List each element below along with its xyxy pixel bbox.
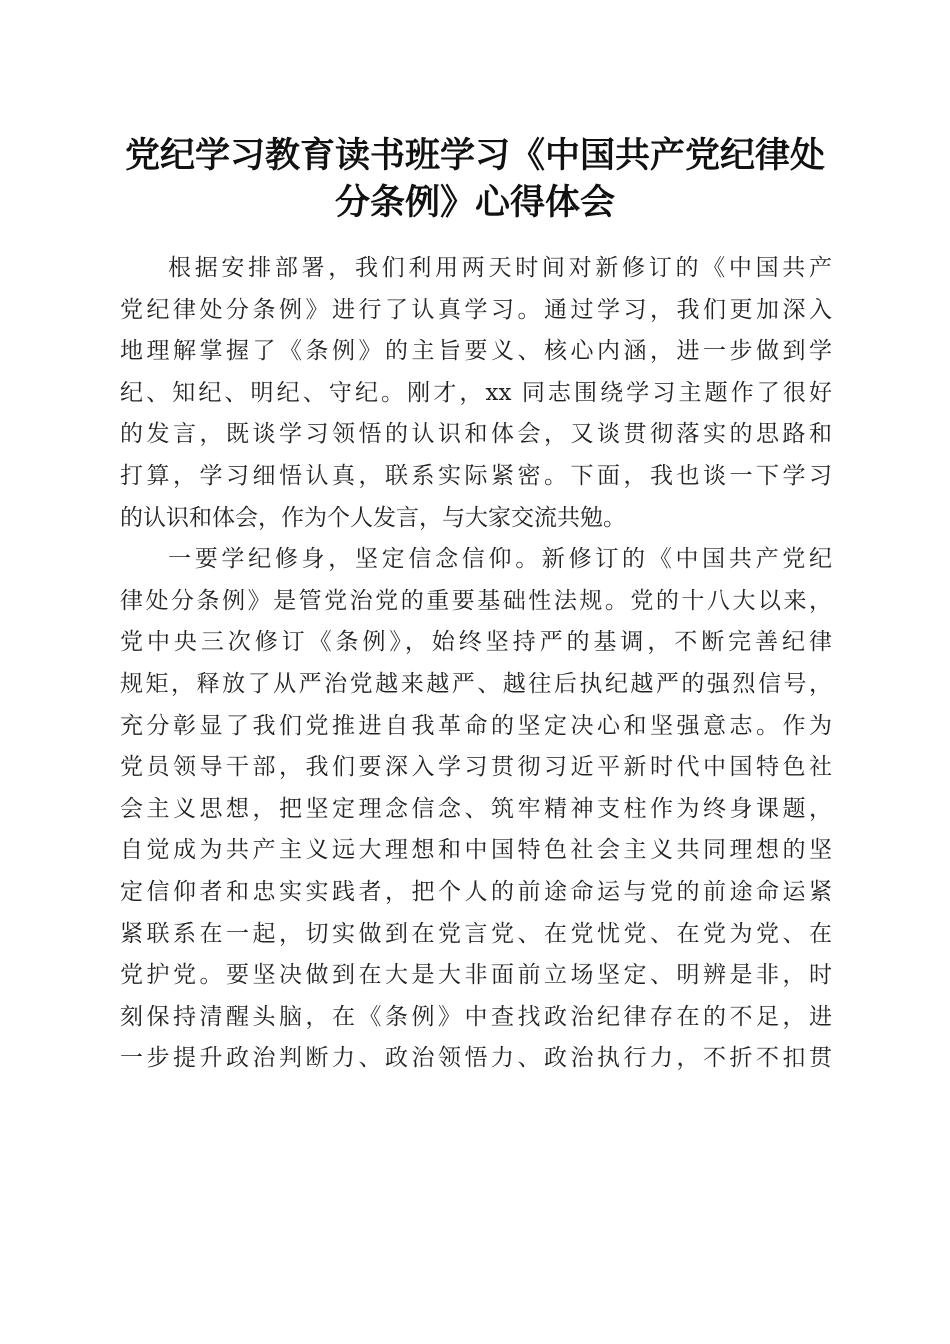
text-line: 律处分条例》是管党治党的重要基础性法规。党的十八大以来， (120, 587, 832, 614)
text-line: 规矩，释放了从严治党越来越严、越往后执纪越严的强烈信号， (120, 670, 832, 697)
text-line: 一要学纪修身，坚定信念信仰。新修订的《中国共产党纪 (168, 546, 832, 573)
paragraph-point-one (120, 539, 832, 1080)
text-line: 根据安排部署，我们利用两天时间对新修订的《中国共产 (168, 255, 832, 281)
text-line: 党中央三次修订《条例》，始终坚持严的基调，不断完善纪律 (120, 629, 832, 656)
text-line: 党纪律处分条例》进行了认真学习。通过学习，我们更加深入 (120, 296, 832, 323)
text-line: 一步提升政治判断力、政治领悟力、政治执行力，不折不扣贯 (120, 1045, 832, 1072)
text-line: 的认识和体会，作为个人发言，与大家交流共勉。 (120, 504, 626, 531)
document-body (120, 248, 832, 1080)
text-line: 自觉成为共产主义远大理想和中国特色社会主义共同理想的坚 (120, 837, 832, 864)
text-line: 党护党。要坚决做到在大是大非面前立场坚定、明辨是非，时 (120, 962, 832, 989)
document-title (100, 132, 850, 226)
text-line: 刻保持清醒头脑，在《条例》中查找政治纪律存在的不足，进 (120, 1003, 832, 1030)
text-line: 会主义思想，把坚定理念信念、筑牢精神支柱作为终身课题， (120, 795, 832, 822)
paragraph-intro (120, 248, 832, 539)
text-line: 纪、知纪、明纪、守纪。刚才，xx 同志围绕学习主题作了很好 (120, 379, 832, 406)
text-line: 地理解掌握了《条例》的主旨要义、核心内涵，进一步做到学 (120, 338, 832, 365)
text-line: 充分彰显了我们党推进自我革命的坚定决心和坚强意志。作为 (120, 712, 832, 739)
text-line: 紧联系在一起，切实做到在党言党、在党忧党、在党为党、在 (120, 920, 832, 947)
text-line: 党员领导干部，我们要深入学习贯彻习近平新时代中国特色社 (120, 754, 832, 781)
text-line: 定信仰者和忠实实践者，把个人的前途命运与党的前途命运紧 (120, 878, 832, 905)
text-line: 打算，学习细悟认真，联系实际紧密。下面，我也谈一下学习 (120, 462, 832, 489)
title-line: 分条例》心得体会 (334, 182, 615, 223)
title-line: 党纪学习教育读书班学习《中国共产党纪律处 (124, 135, 825, 176)
text-line: 的发言，既谈学习领悟的认识和体会，又谈贯彻落实的思路和 (120, 421, 832, 448)
